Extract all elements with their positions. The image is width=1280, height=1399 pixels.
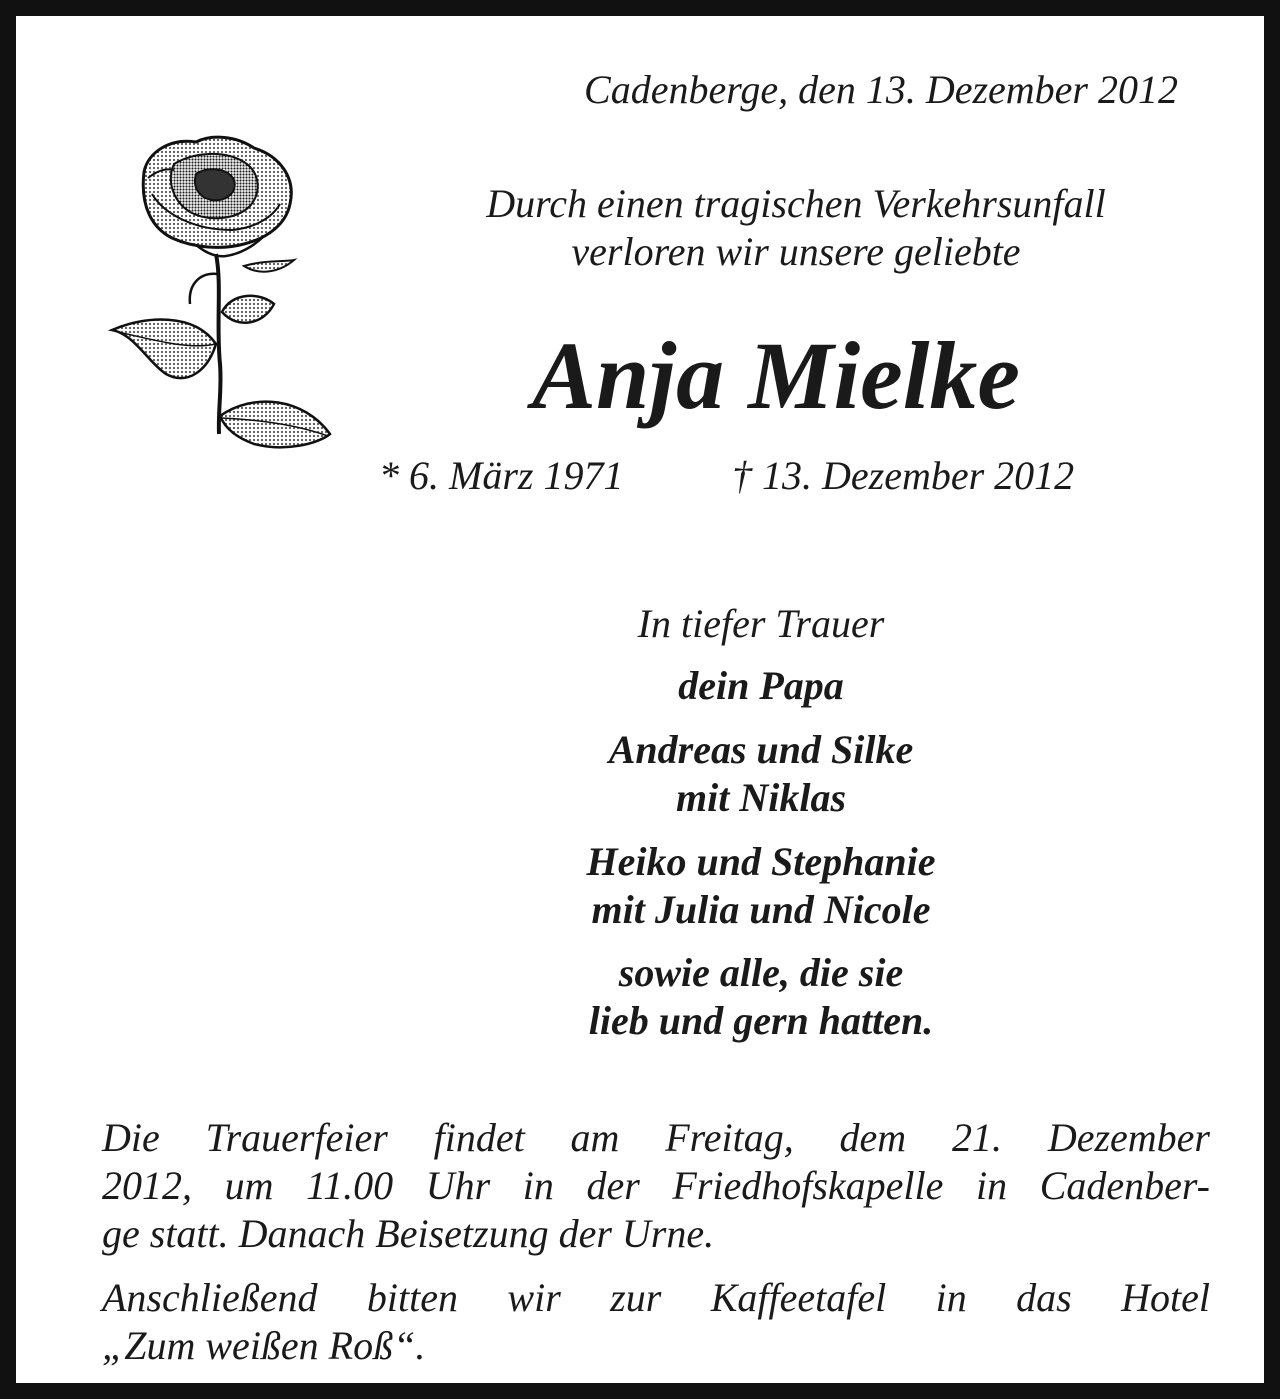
service-line: 2012, um 11.00 Uhr in der Friedhofskapelle in Cadenber- (102, 1163, 1210, 1208)
mourner-group (16, 726, 1280, 822)
mourner-line: Heiko und Stephanie (586, 839, 936, 884)
mourner-line: Andreas und Silke (608, 727, 914, 772)
place-and-date: Cadenberge, den 13. Dezember 2012 (584, 67, 1178, 112)
intro-line: verloren wir unsere geliebte (571, 229, 1021, 274)
reception-line: „Zum weißen Roß“. (102, 1323, 426, 1368)
mourner-line: mit Niklas (675, 775, 847, 820)
deceased-name: Anja Mielke (531, 322, 1020, 429)
mourner-group (16, 838, 1280, 934)
reception-paragraph (102, 1274, 1210, 1370)
mourner-line: sowie alle, die sie (618, 950, 904, 995)
mourner-group (16, 949, 1280, 1045)
mourner-group (16, 662, 1280, 710)
service-line: Die Trauerfeier findet am Freitag, dem 21. Dezember (102, 1115, 1210, 1160)
mourning-heading: In tiefer Trauer (637, 601, 885, 646)
death-date: † 13. Dezember 2012 (732, 453, 1075, 498)
mourner-line: dein Papa (678, 663, 844, 708)
service-paragraph (102, 1114, 1210, 1258)
reception-line: Anschließend bitten wir zur Kaffeetafel in das Hotel (102, 1275, 1210, 1320)
mourner-line: lieb und gern hatten. (588, 998, 934, 1043)
rose-icon (104, 134, 340, 452)
service-line: ge statt. Danach Beisetzung der Urne. (102, 1211, 715, 1256)
mourner-line: mit Julia und Nicole (591, 887, 931, 932)
birth-date: * 6. März 1971 (379, 453, 624, 498)
intro-text (376, 180, 1216, 276)
intro-line: Durch einen tragischen Verkehrsunfall (486, 181, 1106, 226)
